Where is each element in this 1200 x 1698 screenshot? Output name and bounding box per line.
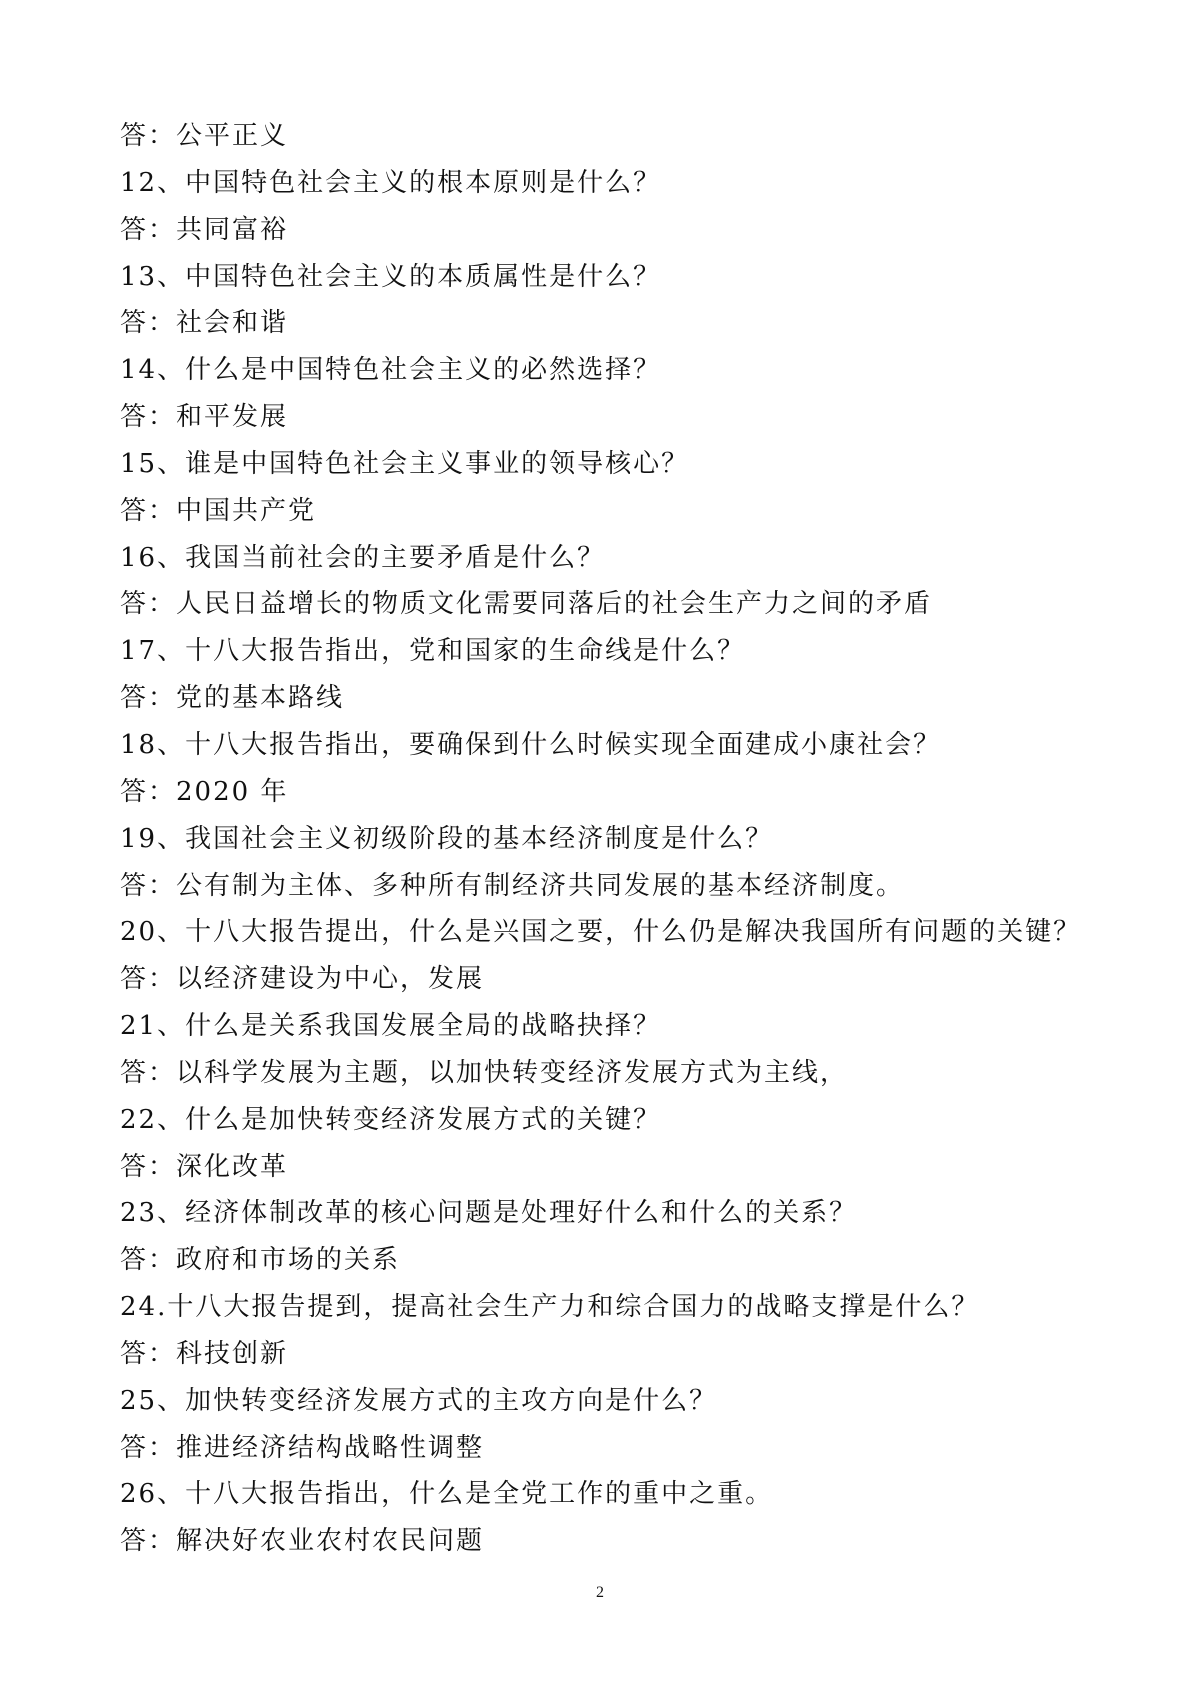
- question-line: 25、加快转变经济发展方式的主攻方向是什么？: [120, 1385, 718, 1416]
- answer-line: 答：政府和市场的关系: [120, 1245, 401, 1276]
- question-line: 22、什么是加快转变经济发展方式的关键？: [120, 1104, 662, 1135]
- answer-line: 答：共同富裕: [120, 214, 289, 245]
- answer-line: 答：和平发展: [120, 402, 289, 433]
- question-line: 15、谁是中国特色社会主义事业的领导核心？: [120, 448, 690, 479]
- question-line: 24.十八大报告提到，提高社会生产力和综合国力的战略支撑是什么？: [120, 1292, 980, 1323]
- question-line: 20、十八大报告提出，什么是兴国之要，什么仍是解决我国所有问题的关键？: [120, 917, 1082, 948]
- answer-line: 答：公平正义: [120, 121, 289, 151]
- question-line: 18、十八大报告指出，要确保到什么时候实现全面建成小康社会？: [120, 729, 942, 760]
- question-line: 21、什么是关系我国发展全局的战略抉择？: [120, 1011, 662, 1042]
- answer-line: 答：2020 年: [120, 776, 289, 807]
- answer-line: 答：人民日益增长的物质文化需要同落后的社会生产力之间的矛盾: [120, 589, 933, 620]
- question-line: 19、我国社会主义初级阶段的基本经济制度是什么？: [120, 823, 774, 854]
- question-line: 13、中国特色社会主义的本质属性是什么？: [120, 261, 662, 292]
- answer-line: 答：中国共产党: [120, 495, 317, 526]
- question-line: 16、我国当前社会的主要矛盾是什么？: [120, 542, 606, 573]
- question-line: 12、中国特色社会主义的根本原则是什么？: [120, 167, 662, 198]
- answer-line: 答：科技创新: [120, 1338, 289, 1369]
- qa-list: [120, 113, 1140, 1565]
- question-line: 14、什么是中国特色社会主义的必然选择？: [120, 355, 662, 386]
- answer-line: 答：深化改革: [120, 1151, 289, 1182]
- question-line: 17、十八大报告指出，党和国家的生命线是什么？: [120, 636, 746, 667]
- page-number: 2: [596, 1584, 604, 1601]
- question-line: 23、经济体制改革的核心问题是处理好什么和什么的关系？: [120, 1198, 858, 1229]
- answer-line: 答：以经济建设为中心，发展: [120, 964, 485, 995]
- answer-line: 答：党的基本路线: [120, 683, 345, 714]
- answer-line: 答：公有制为主体、多种所有制经济共同发展的基本经济制度。: [120, 870, 905, 901]
- answer-line: 答：以科学发展为主题，以加快转变经济发展方式为主线，: [120, 1057, 849, 1088]
- question-line: 26、十八大报告指出，什么是全党工作的重中之重。: [120, 1479, 774, 1510]
- answer-line: 答：解决好农业农村农民问题: [120, 1526, 485, 1557]
- answer-line: 答：推进经济结构战略性调整: [120, 1432, 485, 1463]
- answer-line: 答：社会和谐: [120, 308, 289, 339]
